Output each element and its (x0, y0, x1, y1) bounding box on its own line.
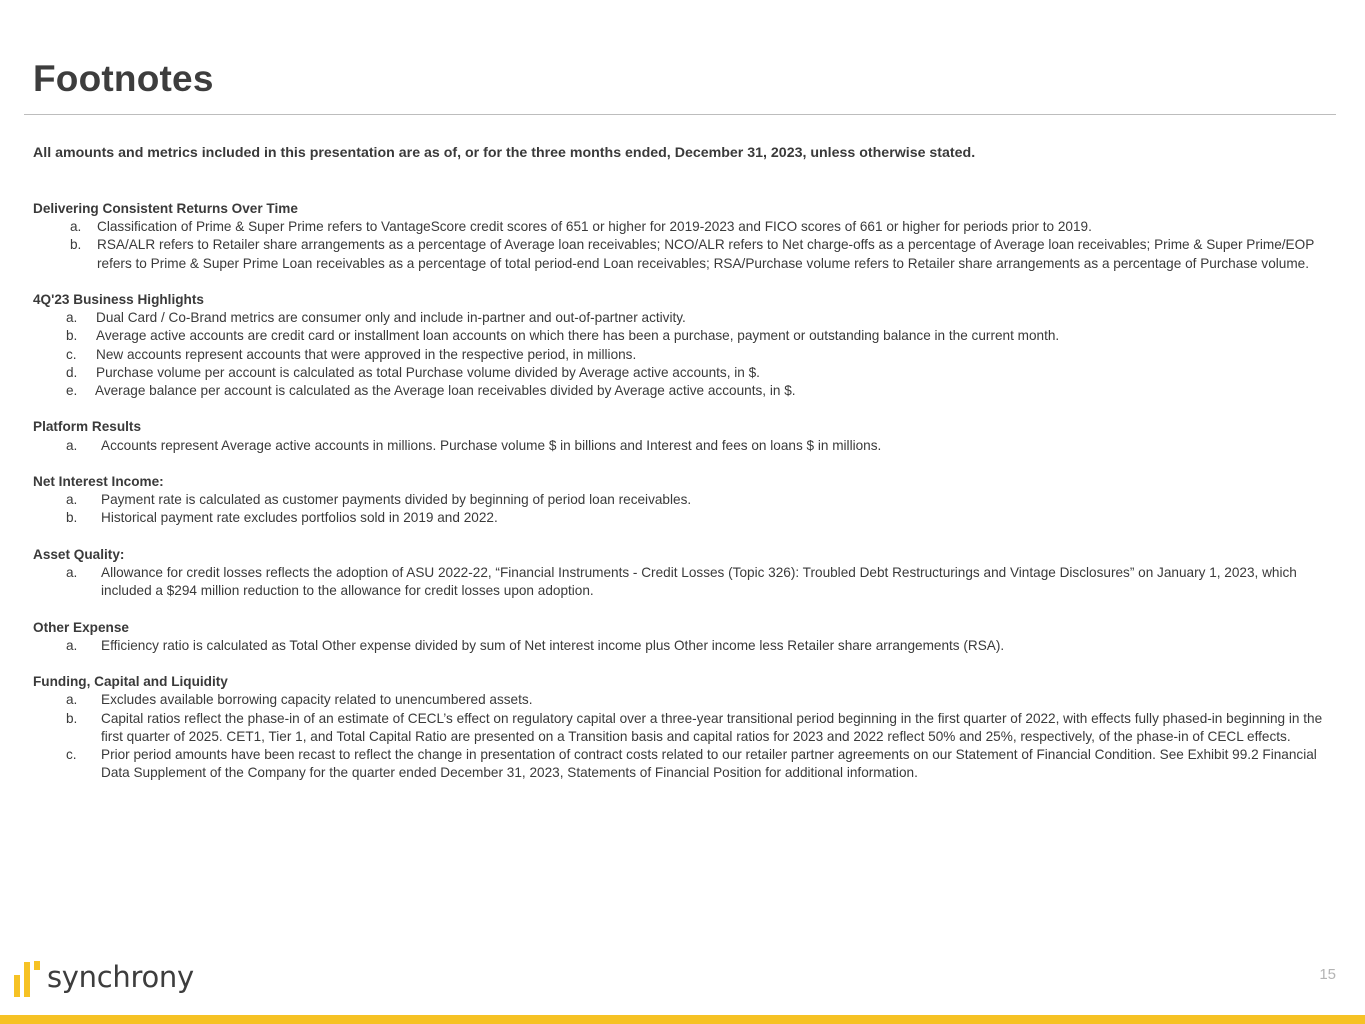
logo-bar (24, 962, 30, 997)
item-marker: b. (66, 710, 78, 726)
item-marker: b. (66, 328, 78, 344)
footnote-item (33, 218, 1333, 236)
footnotes-body (33, 200, 1333, 801)
item-marker: c. (66, 346, 77, 362)
logo-bar (14, 975, 20, 997)
footnote-item (33, 509, 1333, 527)
bottom-accent-band (0, 1015, 1365, 1024)
footnote-item (33, 710, 1333, 746)
item-marker: a. (70, 219, 82, 235)
footnote-item (33, 236, 1333, 272)
footnote-item (33, 746, 1333, 782)
section-title: Delivering Consistent Returns Over Time (33, 201, 298, 216)
logo-bars-icon (13, 958, 43, 998)
item-marker: a. (66, 492, 78, 508)
item-text: Historical payment rate excludes portfolios sold in 2019 and 2022. (101, 510, 498, 526)
item-text: Prior period amounts have been recast to reflect the change in presentation of contract costs related to our retailer partner agreements on our Statement of Financial Condition. See Exhibit 99.2 Financial Data Supplement of the Company for the quarter ended December 31, 2023, Statements of Financial Position for additional information. (101, 747, 1317, 781)
footnote-section-business-highlights (33, 291, 1333, 400)
section-title: Platform Results (33, 419, 142, 435)
section-title: Funding, Capital and Liquidity (33, 674, 228, 690)
page-number: 15 (1319, 966, 1336, 983)
footnote-section-other-expense (33, 619, 1333, 655)
title-divider (24, 114, 1336, 115)
item-text: Efficiency ratio is calculated as Total Other expense divided by sum of Net interest income plus Other income less Retailer share arrangements (RSA). (101, 637, 1005, 653)
footnote-item (33, 564, 1333, 600)
item-text: RSA/ALR refers to Retailer share arrangements as a percentage of Average loan receivables; NCO/ALR refers to Net charge-offs as a percentage of Average loan receivables; Prime & Super Prime/EOP refers to Prime & Super Prime Loan receivables as a percentage of total period-end Loan receivables; RSA/Purchase volume refers to Retailer share arrangements as a percentage of Purchase volume. (97, 237, 1315, 271)
section-title: Net Interest Income: (33, 474, 164, 489)
footnote-item (33, 691, 1333, 709)
footnote-item (33, 364, 1333, 382)
item-marker: c. (66, 747, 77, 762)
item-marker: a. (66, 637, 78, 653)
item-marker: d. (66, 364, 78, 380)
item-text: Dual Card / Co-Brand metrics are consumer only and include in-partner and out-of-partner activity. (96, 310, 686, 326)
item-marker: a. (66, 310, 78, 326)
intro-statement: All amounts and metrics included in this presentation are as of, or for the three months ended, December 31, 2023, unless otherwise stated. (33, 145, 976, 161)
item-text: Excludes available borrowing capacity related to unencumbered assets. (101, 692, 533, 708)
item-marker: e. (66, 383, 78, 399)
footnote-item (33, 637, 1333, 655)
footnote-item (33, 327, 1333, 345)
item-text: Classification of Prime & Super Prime refers to VantageScore credit scores of 651 or higher for 2019-2023 and FICO scores of 661 or higher for periods prior to 2019. (97, 219, 1092, 235)
section-title: Asset Quality: (33, 546, 125, 562)
item-text: Average active accounts are credit card or installment loan accounts on which there has been a purchase, payment or outstanding balance in the current month. (96, 328, 1060, 344)
footnote-item (33, 309, 1333, 327)
synchrony-logo (13, 956, 194, 998)
footnote-section-asset-quality (33, 546, 1333, 601)
item-text: Payment rate is calculated as customer payments divided by beginning of period loan receivables. (101, 492, 692, 508)
footnote-item (33, 346, 1333, 364)
logo-bar (34, 961, 40, 970)
footnote-section-platform-results (33, 418, 1333, 454)
item-marker: b. (66, 510, 78, 526)
item-text: Accounts represent Average active accounts in millions. Purchase volume $ in billions and Interest and fees on loans $ in millions. (101, 437, 882, 453)
footnote-item (33, 382, 1333, 400)
item-marker: b. (70, 237, 82, 253)
item-text: Capital ratios reflect the phase-in of an estimate of CECL’s effect on regulatory capital over a three-year transitional period beginning in the first quarter of 2022, with effects fully phased-in beginning in the first quarter of 2025. CET1, Tier 1, and Total Capital Ratio are presented on a Transition basis and capital ratios for 2023 and 2022 reflect 50% and 25%, respectively, of the phase-in of CECL effects. (101, 710, 1323, 744)
item-text: Purchase volume per account is calculated as total Purchase volume divided by Average active accounts, in $. (96, 364, 760, 380)
item-marker: a. (66, 437, 78, 453)
footnote-item (33, 491, 1333, 509)
footnote-item (33, 437, 1333, 455)
footnote-section-returns (33, 200, 1333, 273)
item-marker: a. (66, 692, 78, 708)
section-title: 4Q'23 Business Highlights (33, 292, 204, 307)
footnote-section-net-interest-income (33, 473, 1333, 528)
logo-wordmark: synchrony (47, 960, 194, 994)
section-title: Other Expense (33, 619, 129, 635)
item-text: Average balance per account is calculated as the Average loan receivables divided by Average active accounts, in $. (95, 383, 796, 399)
footnote-section-funding-capital-liquidity (33, 673, 1333, 782)
item-marker: a. (66, 565, 78, 580)
item-text: New accounts represent accounts that were approved in the respective period, in millions. (96, 346, 637, 362)
page-title: Footnotes (33, 58, 214, 99)
item-text: Allowance for credit losses reflects the adoption of ASU 2022-22, “Financial Instruments - Credit Losses (Topic 326): Troubled Debt Restructurings and Vintage Disclosures” on January 1, 2023, which included a $294 million reduction to the allowance for credit losses upon adoption. (101, 565, 1297, 599)
